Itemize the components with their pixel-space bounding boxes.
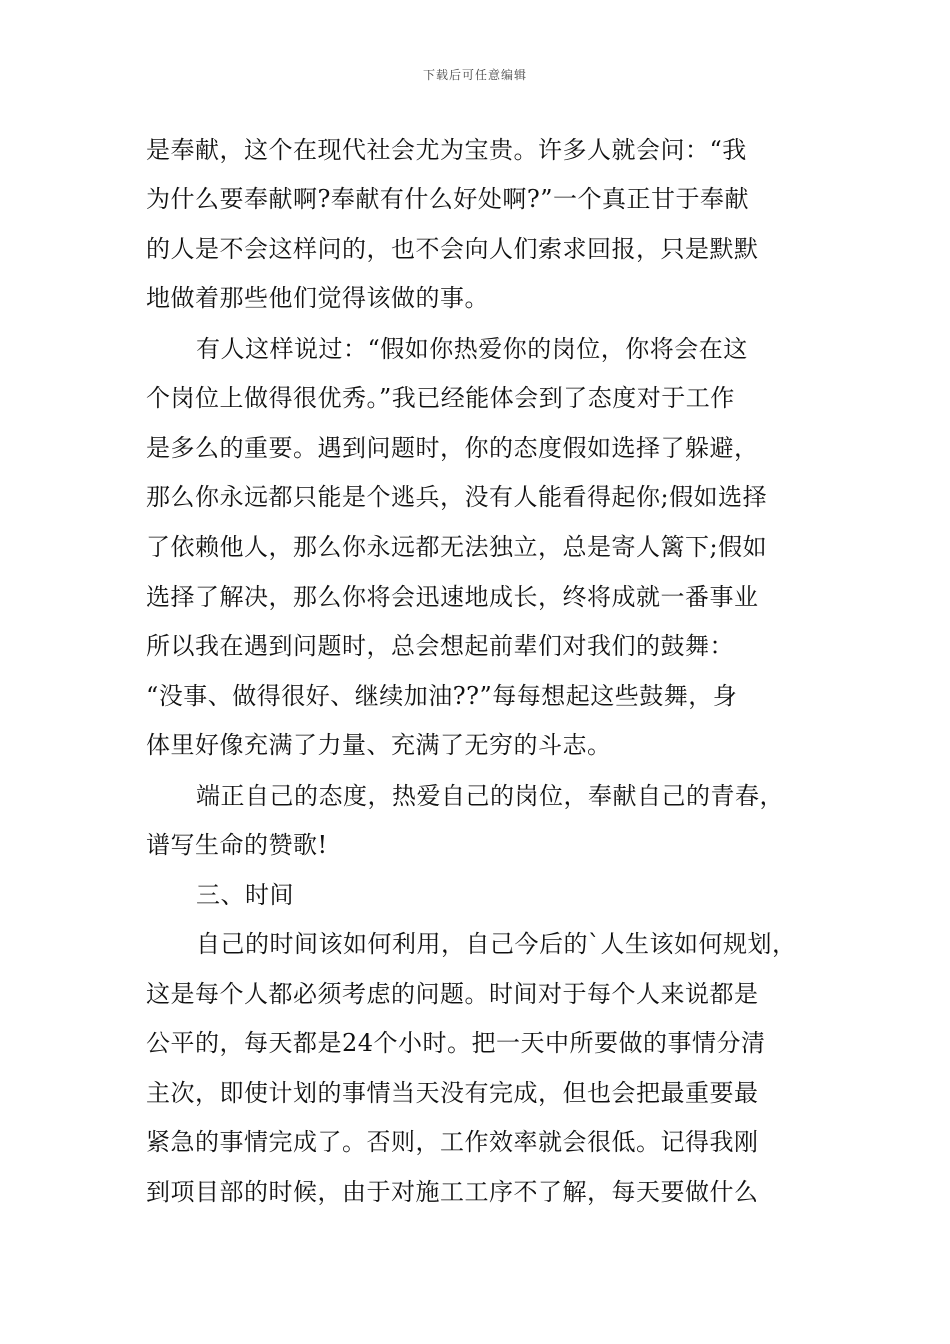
body-line: 是多么的重要。遇到问题时，你的态度假如选择了躲避， [146,434,759,462]
body-line: 到项目部的时候，由于对施工工序不了解，每天要做什么 [146,1178,759,1206]
page-header: 下载后可任意编辑 [422,68,527,82]
body-line: 了依赖他人，那么你永远都无法独立，总是寄人篱下;假如 [146,533,768,561]
body-line: 所以我在遇到问题时，总会想起前辈们对我们的鼓舞： [146,632,734,660]
body-line: 个岗位上做得很优秀。”我已经能体会到了态度对于工作 [146,384,735,412]
section-heading: 三、时间 [196,881,294,909]
body-line: 这是每个人都必须考虑的问题。时间对于每个人来说都是 [146,980,759,1008]
body-line: 选择了解决，那么你将会迅速地成长，终将成就一番事业 [146,583,759,611]
body-line: 地做着那些他们觉得该做的事。 [146,284,489,312]
body-line: 是奉献，这个在现代社会尤为宝贵。许多人就会问：“我 [146,136,747,164]
body-line: 的人是不会这样问的，也不会向人们索求回报，只是默默 [146,235,759,263]
body-line: 为什么要奉献啊?奉献有什么好处啊?”一个真正甘于奉献 [146,185,750,213]
body-line: 自己的时间该如何利用，自己今后的`人生该如何规划， [196,930,797,958]
body-line: 谱写生命的赞歌! [146,831,328,859]
body-line: “没事、做得很好、继续加油??”每每想起这些鼓舞，身 [146,682,738,710]
body-line: 紧急的事情完成了。否则，工作效率就会很低。记得我刚 [146,1128,759,1156]
body-line: 主次，即使计划的事情当天没有完成，但也会把最重要最 [146,1079,759,1107]
body-line: 体里好像充满了力量、充满了无穷的斗志。 [146,731,612,759]
body-line: 那么你永远都只能是个逃兵，没有人能看得起你;假如选择 [146,483,768,511]
body-line: 公平的，每天都是24个小时。把一天中所要做的事情分清 [146,1029,766,1057]
body-line: 端正自己的态度，热爱自己的岗位，奉献自己的青春， [196,782,784,810]
body-line: 有人这样说过：“假如你热爱你的岗位，你将会在这 [196,335,748,363]
